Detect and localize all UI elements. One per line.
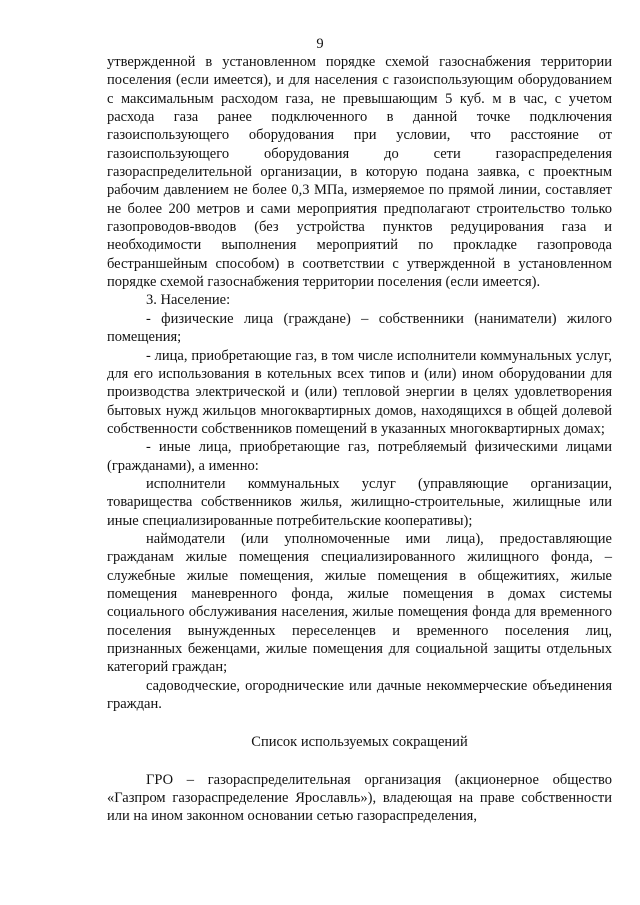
document-body: [107, 53, 612, 826]
paragraph-landlords: наймодатели (или уполномоченные ими лица), предоставляющие гражданам жилые помещения специализированного жилищного фонда, – служебные жилые помещения, жилые помещения в общежитиях, жилые помещения маневренного фонда, жилые помещения в домах системы социального обслуживания населения, жилые помещения фонда для временного поселения вынужденных переселенцев и временного поселения лиц, признанных беженцами, жилые помещения для социальной защиты отдельных категорий граждан;: [107, 530, 612, 676]
paragraph-utility-providers: исполнители коммунальных услуг (управляющие организации, товарищества собственников жилья, жилищно-строительные, жилищные или иные специализированные потребительские кооперативы);: [107, 475, 612, 529]
paragraph-continuation: утвержденной в установленном порядке схемой газоснабжения территории поселения (если имеется), и для населения с газоиспользующим оборудованием с максимальным расходом газа, не превышающим 5 куб. м в час, с учетом расхода газа ранее подключенного в данной точке подключения газоиспользующего оборудования при условии, что расстояние от газоиспользующего оборудования до сети газораспределения газораспределительной организации, в которую подана заявка, с проектным рабочим давлением не более 0,3 МПа, измеряемое по прямой линии, составляет не более 200 метров и сами мероприятия предполагают строительство только газопроводов-вводов (без устройства пунктов редуцирования газа и необходимости выполнения мероприятий по прокладке газопровода бестраншейным способом) в соответствии с утвержденной в установленном порядке схемой газоснабжения территории поселения (если имеется).: [107, 54, 612, 291]
paragraph-gas-purchasers: - лица, приобретающие газ, в том числе исполнители коммунальных услуг, для его использования в котельных всех типов и (или) ином оборудовании для производства электрической и (или) тепловой энергии в целях удовлетворения бытовых нужд жильцов многоквартирных домов, находящихся в общей долевой собственности собственников помещений в указанных многоквартирных домах;: [107, 347, 612, 437]
paragraph-garden-associations: садоводческие, огороднические или дачные некоммерческие объединения граждан.: [107, 677, 612, 713]
paragraph-abbreviation-gro: ГРО – газораспределительная организация (акционерное общество «Газпром газораспределение Ярославль»), владеющая на праве собственности или на ином законном основании сетью газораспределения,: [107, 771, 612, 825]
page-number: 9: [316, 36, 324, 52]
paragraph-other-persons: - иные лица, приобретающие газ, потребляемый физическими лицами (гражданами), а именно:: [107, 439, 612, 474]
paragraph-population-heading: 3. Население:: [146, 292, 231, 309]
paragraph-individuals: - физические лица (граждане) – собственники (наниматели) жилого помещения;: [107, 310, 612, 346]
section-heading: Список используемых сокращений: [251, 734, 468, 751]
